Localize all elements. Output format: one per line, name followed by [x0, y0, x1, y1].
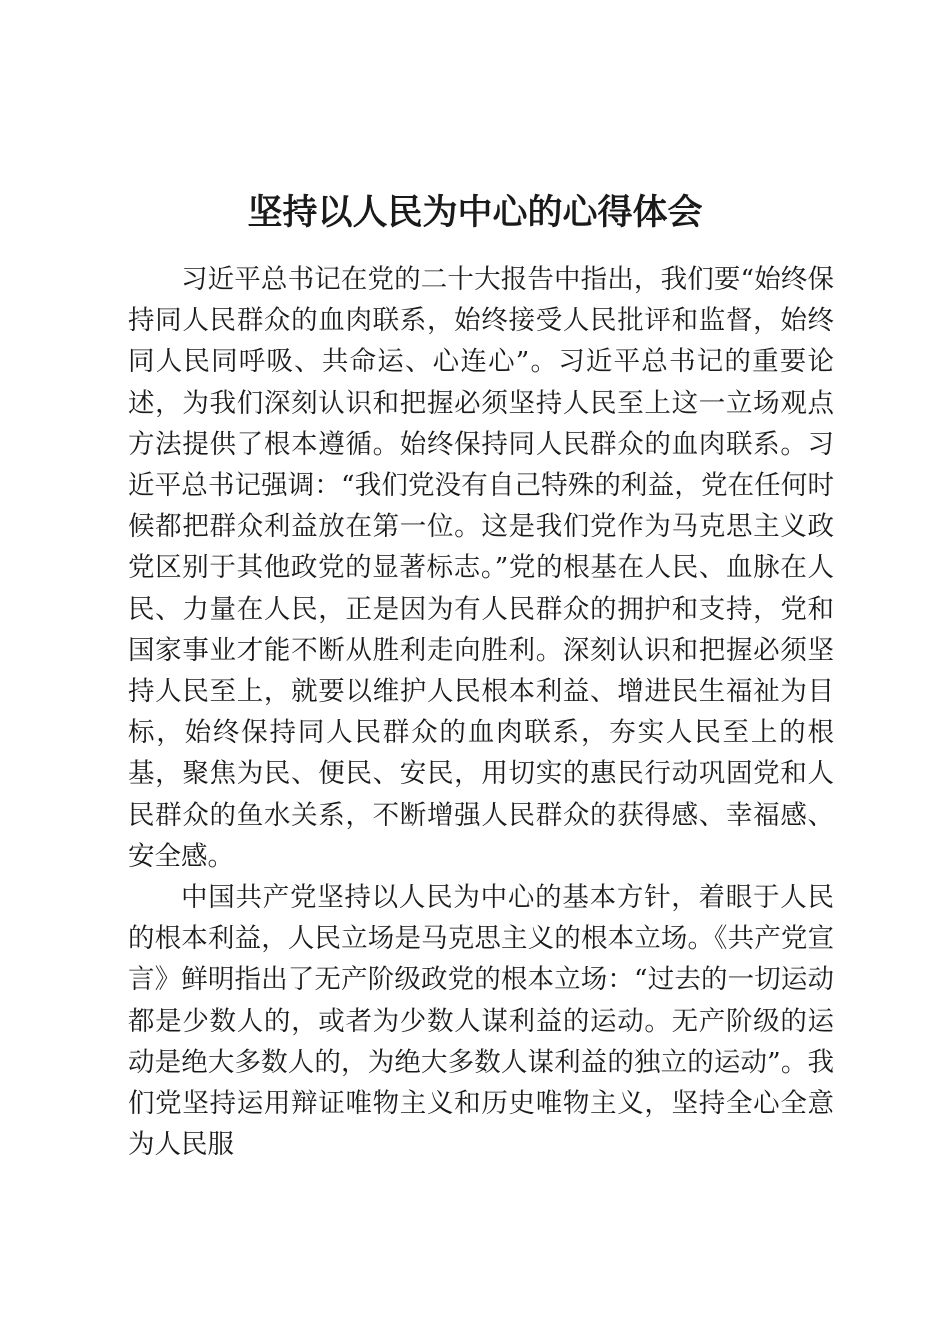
paragraph-2: 中国共产党坚持以人民为中心的基本方针，着眼于人民的根本利益，人民立场是马克思主义的根本立场。《共产党宣言》鲜明指出了无产阶级政党的根本立场：“过去的一切运动都是少数人的，或者为少数人谋利益的运动。无产阶级的运动是绝大多数人的，为绝大多数人谋利益的独立的运动”。我们党坚持运用辩证唯物主义和历史唯物主义，坚持全心全意为人民服: [128, 882, 834, 1161]
document-title: 坚持以人民为中心的心得体会: [247, 193, 703, 233]
document-body: [128, 259, 834, 1165]
paragraph-1: 习近平总书记在党的二十大报告中指出，我们要“始终保持同人民群众的血肉联系，始终接受人民批评和监督，始终同人民同呼吸、共命运、心连心”。习近平总书记的重要论述，为我们深刻认识和把握必须坚持人民至上这一立场观点方法提供了根本遵循。始终保持同人民群众的血肉联系。习近平总书记强调：“我们党没有自己特殊的利益，党在任何时候都把群众利益放在第一位。这是我们党作为马克思主义政党区别于其他政党的显著标志。”党的根基在人民、血脉在人民、力量在人民，正是因为有人民群众的拥护和支持，党和国家事业才能不断从胜利走向胜利。深刻认识和把握必须坚持人民至上，就要以维护人民根本利益、增进民生福祉为目标，始终保持同人民群众的血肉联系，夯实人民至上的根基，聚焦为民、便民、安民，用切实的惠民行动巩固党和人民群众的鱼水关系，不断增强人民群众的获得感、幸福感、安全感。: [128, 264, 834, 872]
